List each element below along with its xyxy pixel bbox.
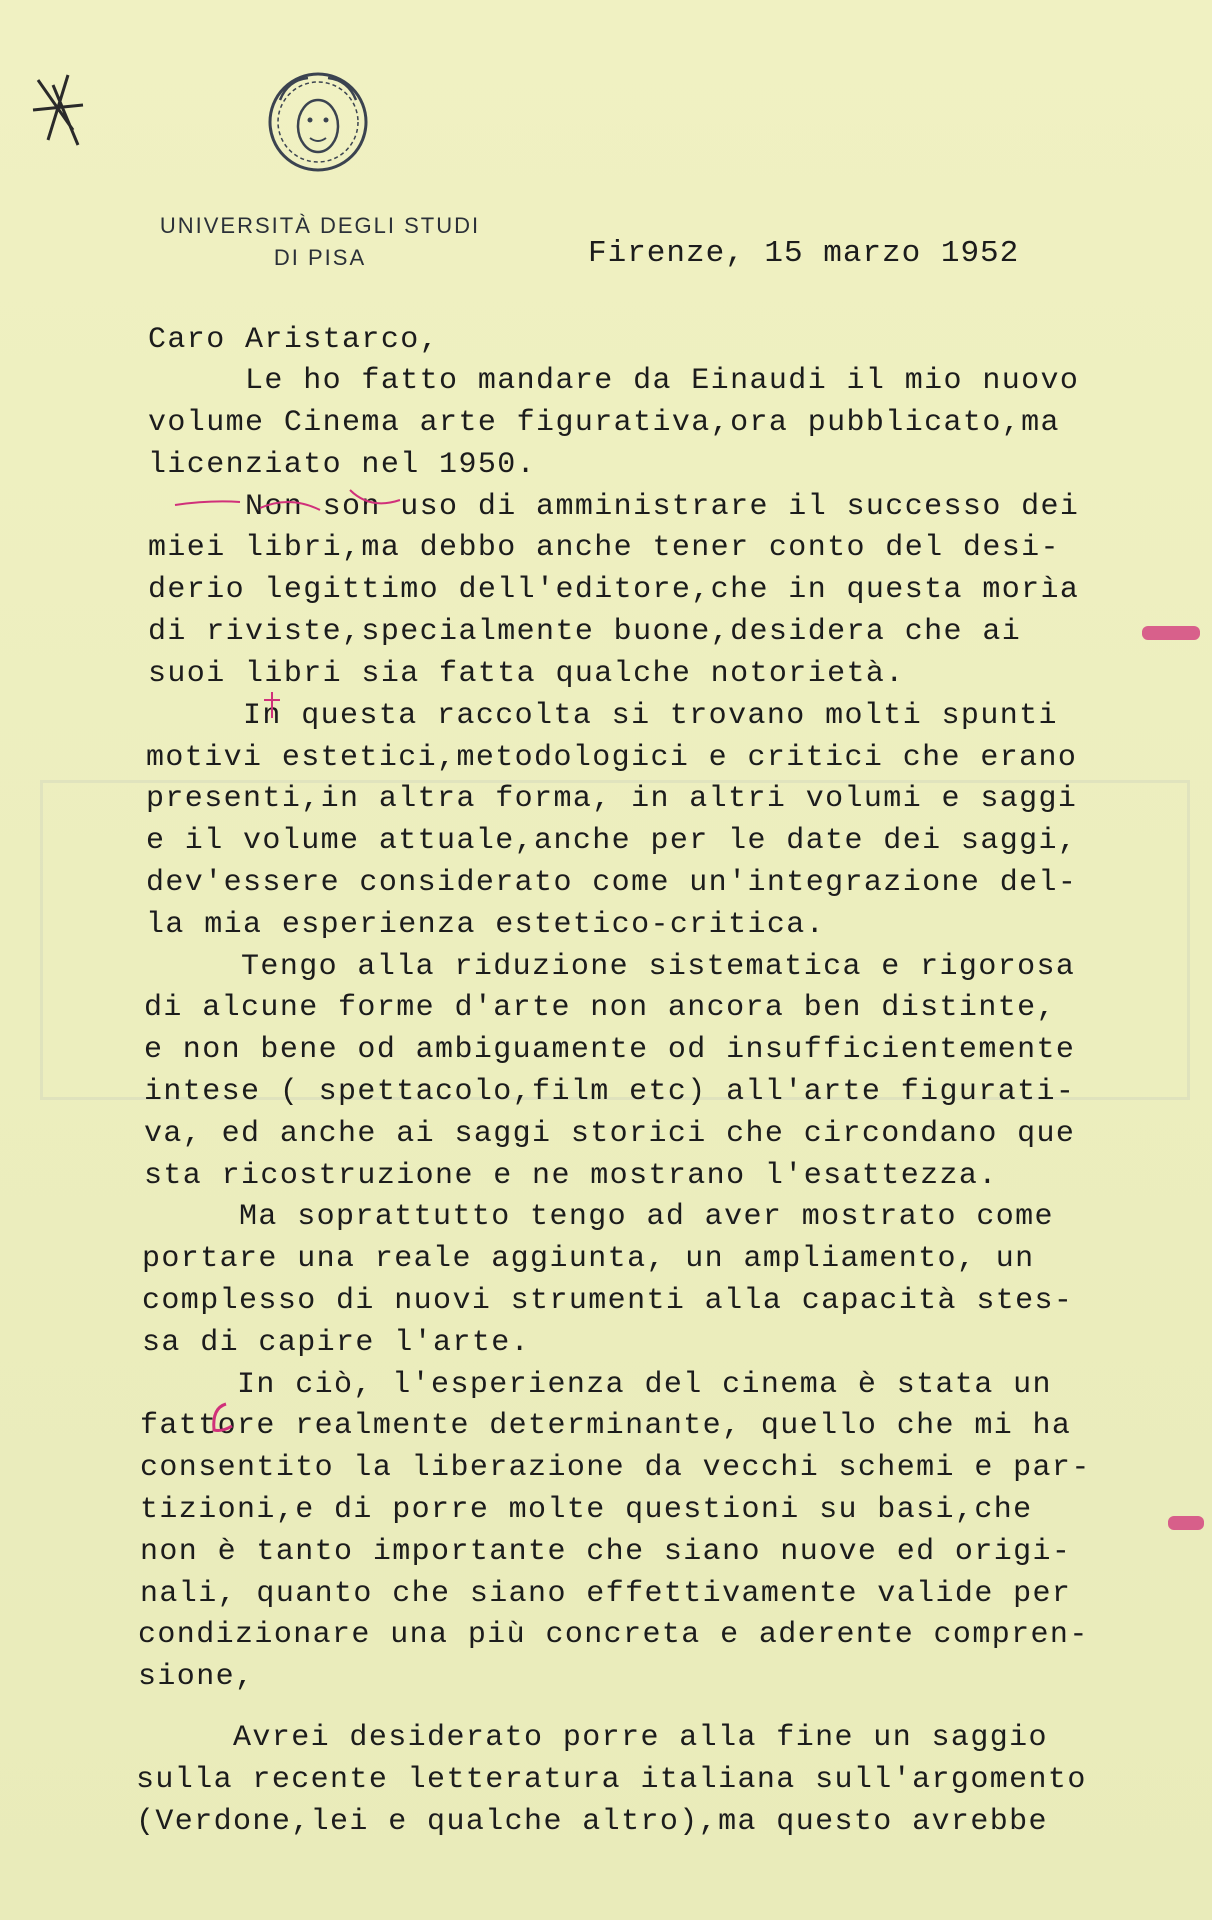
letterhead-line1: UNIVERSITÀ DEGLI STUDI xyxy=(159,213,481,238)
letter-line: volume Cinema arte figurativa,ora pubblicato,ma xyxy=(148,406,1060,440)
letter-line: sta ricostruzione e ne mostrano l'esattezza. xyxy=(144,1159,998,1193)
letterhead xyxy=(130,210,510,274)
letter-line: intese ( spettacolo,film etc) all'arte figurati- xyxy=(144,1075,1076,1109)
letter-line: di alcune forme d'arte non ancora ben distinte, xyxy=(144,991,1056,1025)
letter-line: motivi estetici,metodologici e critici che erano xyxy=(146,741,1078,775)
letter-line: portare una reale aggiunta, un ampliamento, un xyxy=(142,1242,1035,1276)
letter-line: la mia esperienza estetico-critica. xyxy=(146,908,826,942)
salutation: Caro Aristarco, xyxy=(148,323,440,357)
letter-line: Tengo alla riduzione sistematica e rigorosa xyxy=(144,950,1076,984)
letter-line: fattore realmente determinante, quello che mi ha xyxy=(140,1409,1072,1443)
pen-highlight-mark xyxy=(1140,622,1204,644)
letter-line: miei libri,ma debbo anche tener conto del desi- xyxy=(148,531,1060,565)
handwritten-star-mark xyxy=(28,70,88,150)
letter-line: In questa raccolta si trovano molti spunti xyxy=(146,699,1058,733)
letter-date: Firenze, 15 marzo 1952 xyxy=(588,236,1020,271)
letter-line: Le ho fatto mandare da Einaudi il mio nuovo xyxy=(148,364,1080,398)
letter-line: Ma soprattutto tengo ad aver mostrato come xyxy=(142,1200,1054,1234)
letter-line: presenti,in altra forma, in altri volumi e saggi xyxy=(146,782,1078,816)
letter-line: Avrei desiderato porre alla fine un saggio xyxy=(136,1721,1048,1755)
letter-line: consentito la liberazione da vecchi schemi e par- xyxy=(140,1451,1091,1485)
letterhead-line2: DI PISA xyxy=(273,245,367,270)
pen-correction-mark xyxy=(260,690,284,720)
letter-line: dev'essere considerato come un'integrazione del- xyxy=(146,866,1078,900)
letter-line: suoi libri sia fatta qualche notorietà. xyxy=(148,657,905,691)
letter-line: va, ed anche ai saggi storici che circondano que xyxy=(144,1117,1076,1151)
letter-line: sione, xyxy=(138,1660,255,1694)
pen-stroke-mark xyxy=(170,480,430,520)
letter-line: e il volume attuale,anche per le date dei saggi, xyxy=(146,824,1078,858)
university-emblem-icon xyxy=(258,60,378,180)
letter-line: In ciò, l'esperienza del cinema è stata un xyxy=(140,1368,1052,1402)
letter-line: non è tanto importante che siano nuove ed origi- xyxy=(140,1535,1072,1569)
letter-line: condizionare una più concreta e aderente compren- xyxy=(138,1618,1089,1652)
letter-line: tizioni,e di porre molte questioni su basi,che xyxy=(140,1493,1033,1527)
letter-line: (Verdone,lei e qualche altro),ma questo avrebbe xyxy=(136,1805,1048,1839)
letter-line: derio legittimo dell'editore,che in questa morìa xyxy=(148,573,1080,607)
letter-line: e non bene od ambiguamente od insufficientemente xyxy=(144,1033,1076,1067)
letter-line: di riviste,specialmente buone,desidera che ai xyxy=(148,615,1022,649)
pen-highlight-mark xyxy=(1166,1512,1208,1534)
letter-line: nali, quanto che siano effettivamente valide per xyxy=(140,1577,1072,1611)
letter-line: Non son uso di amministrare il successo dei xyxy=(148,490,1080,524)
pen-correction-mark xyxy=(206,1400,236,1436)
letter-line: sulla recente letteratura italiana sull'argomento xyxy=(136,1763,1087,1797)
letter-line: sa di capire l'arte. xyxy=(142,1326,531,1360)
letter-line: licenziato nel 1950. xyxy=(148,448,537,482)
letter-line: complesso di nuovi strumenti alla capacità stes- xyxy=(142,1284,1074,1318)
